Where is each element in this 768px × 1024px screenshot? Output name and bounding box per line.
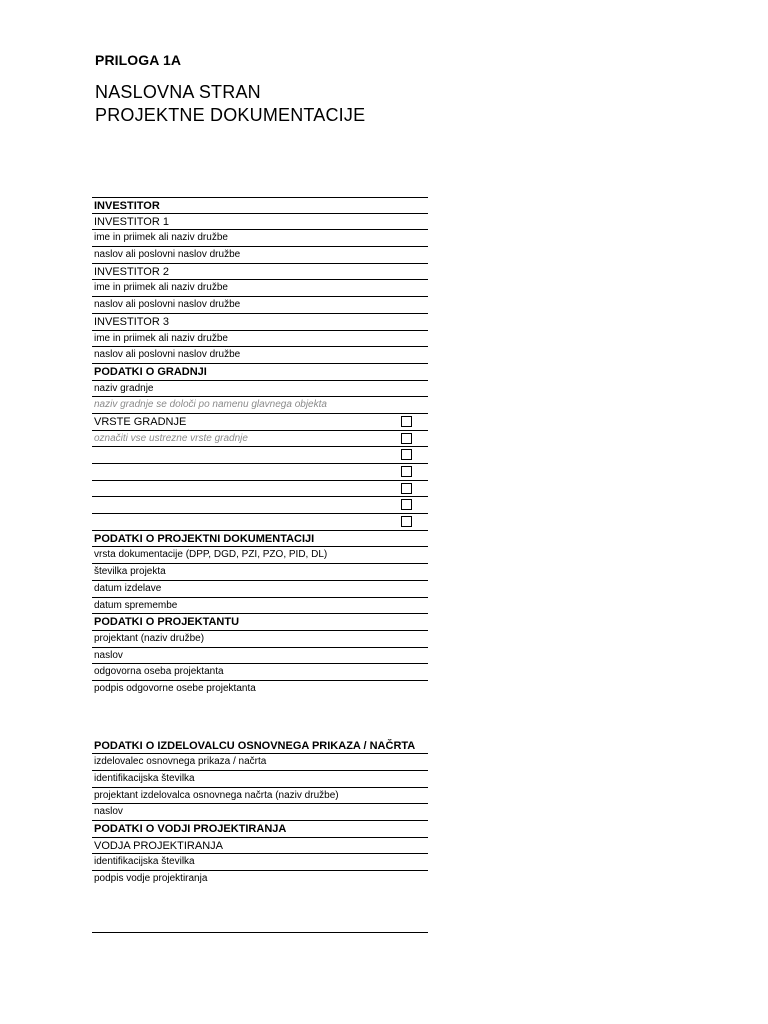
section-vodja: PODATKI O VODJI PROJEKTIRANJA: [92, 821, 428, 838]
vrsta-row-5: [92, 481, 428, 498]
investitor-2-address-field[interactable]: naslov ali poslovni naslov družbe: [92, 297, 428, 314]
vrsta-row-6: [92, 497, 428, 514]
title-line-1: NASLOVNA STRAN: [95, 82, 261, 102]
vrste-gradnje-label: VRSTE GRADNJE: [94, 415, 187, 428]
responsible-signature-field[interactable]: podpis odgovorne osebe projektanta: [94, 682, 256, 694]
vodja-signature-field[interactable]: podpis vodje projektiranja: [94, 873, 208, 885]
investitor-1-heading: INVESTITOR 1: [92, 214, 428, 231]
title-line-2: PROJEKTNE DOKUMENTACIJE: [95, 105, 366, 125]
creation-date-field[interactable]: datum izdelave: [92, 581, 428, 598]
section-dokumentacija: PODATKI O PROJEKTNI DOKUMENTACIJI: [92, 531, 428, 548]
vrsta-row-4: [92, 464, 428, 481]
vrsta-row-3: [92, 447, 428, 464]
izdelovalec-projektant-field[interactable]: projektant izdelovalca osnovnega načrta (naziv družbe): [92, 788, 428, 805]
vodja-name-field[interactable]: VODJA PROJEKTIRANJA: [92, 838, 428, 855]
investitor-3-address-field[interactable]: naslov ali poslovni naslov družbe: [92, 347, 428, 364]
investitor-3-heading: INVESTITOR 3: [92, 314, 428, 331]
responsible-person-field[interactable]: odgovorna oseba projektanta: [92, 664, 428, 681]
section-gradnja: PODATKI O GRADNJI: [92, 364, 428, 381]
izdelovalec-field[interactable]: izdelovalec osnovnega prikaza / načrta: [92, 754, 428, 771]
vrsta-row-7: [92, 514, 428, 531]
gradnja-name-field[interactable]: naziv gradnje: [92, 381, 428, 398]
gradnja-name-hint: naziv gradnje se določi po namenu glavnega objekta: [92, 397, 428, 414]
section-investitor: INVESTITOR: [92, 197, 428, 214]
appendix-label: PRILOGA 1A: [95, 52, 182, 68]
vrste-gradnje-hint: označiti vse ustrezne vrste gradnje: [94, 432, 248, 444]
signature-space: [92, 698, 428, 738]
vrste-gradnje-hint-row: [92, 431, 428, 448]
vrsta-checkbox-2[interactable]: [401, 433, 412, 444]
investitor-3-name-field[interactable]: ime in priimek ali naziv družbe: [92, 331, 428, 348]
projektant-name-field[interactable]: projektant (naziv družbe): [92, 631, 428, 648]
vrsta-checkbox-6[interactable]: [401, 499, 412, 510]
vrsta-checkbox-1[interactable]: [401, 416, 412, 427]
dokumentacija-type-field[interactable]: vrsta dokumentacije (DPP, DGD, PZI, PZO, PID, DL): [92, 547, 428, 564]
izdelovalec-id-field[interactable]: identifikacijska številka: [92, 771, 428, 788]
bottom-rule: [92, 932, 428, 933]
section-projektant: PODATKI O PROJEKTANTU: [92, 614, 428, 631]
page-title: [95, 81, 365, 127]
vrsta-checkbox-4[interactable]: [401, 466, 412, 477]
vrsta-checkbox-7[interactable]: [401, 516, 412, 527]
project-number-field[interactable]: številka projekta: [92, 564, 428, 581]
vrsta-checkbox-3[interactable]: [401, 449, 412, 460]
vrste-gradnje-row: [92, 414, 428, 431]
vodja-id-field[interactable]: identifikacijska številka: [92, 854, 428, 871]
change-date-field[interactable]: datum spremembe: [92, 598, 428, 615]
projektant-address-field[interactable]: naslov: [92, 648, 428, 665]
izdelovalec-address-field[interactable]: naslov: [92, 804, 428, 821]
vrsta-checkbox-5[interactable]: [401, 483, 412, 494]
investitor-2-name-field[interactable]: ime in priimek ali naziv družbe: [92, 280, 428, 297]
section-izdelovalec: PODATKI O IZDELOVALCU OSNOVNEGA PRIKAZA / NAČRTA: [92, 738, 428, 755]
investitor-2-heading: INVESTITOR 2: [92, 264, 428, 281]
investitor-1-name-field[interactable]: ime in priimek ali naziv družbe: [92, 230, 428, 247]
form-table: [92, 197, 428, 888]
investitor-1-address-field[interactable]: naslov ali poslovni naslov družbe: [92, 247, 428, 264]
